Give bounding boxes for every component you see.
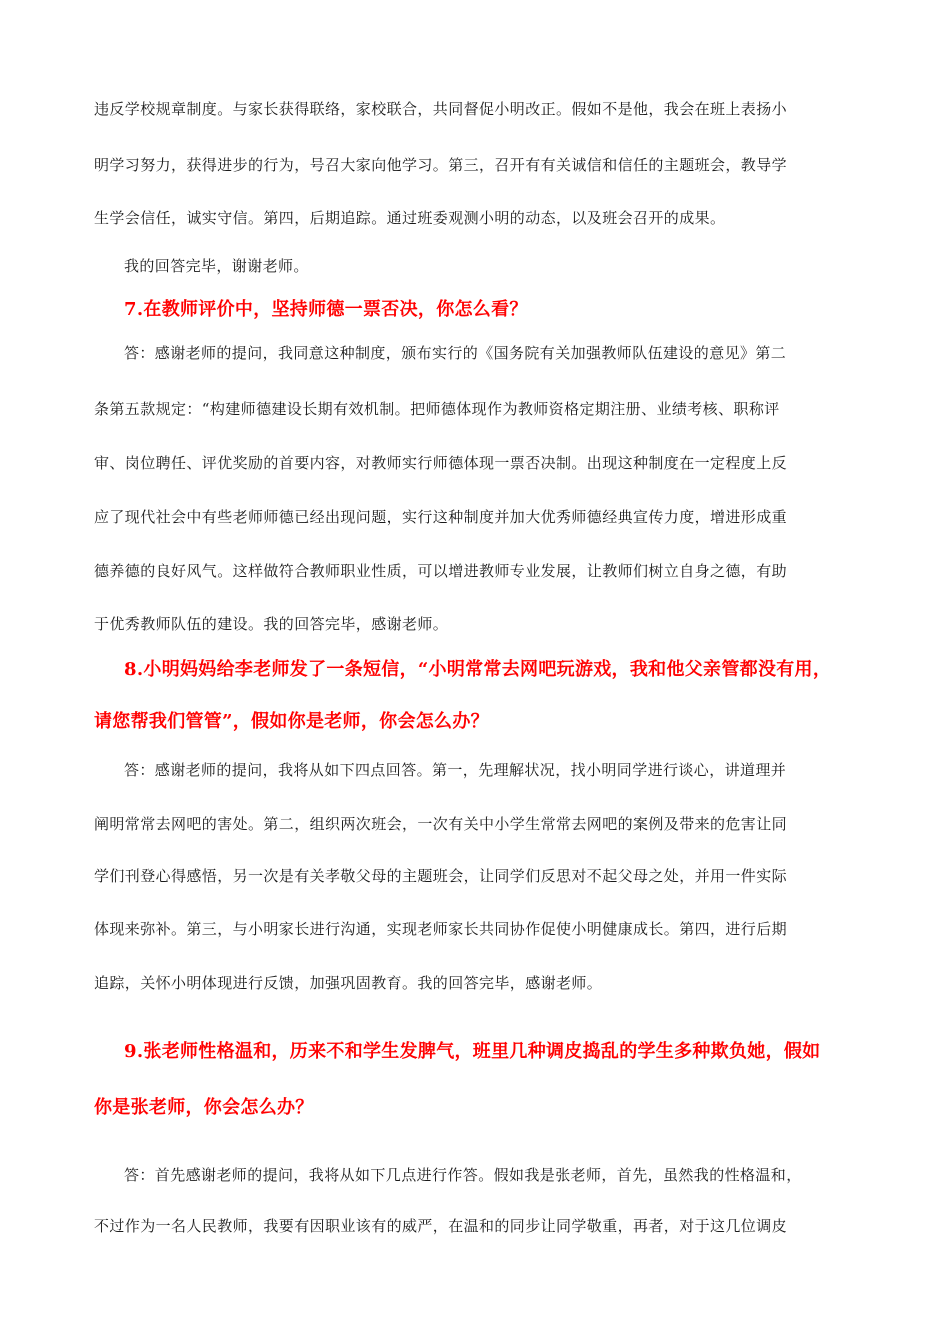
question-heading: 7.在教师评价中，坚持师德一票否决，你怎么看？ (124, 299, 528, 320)
question-heading: 请您帮我们管管”，假如你是老师，你会怎么办？ (94, 711, 489, 732)
paragraph-line: 答：感谢老师的提问，我将从如下四点回答。第一，先理解状况，找小明同学进行谈心，讲道理并 (124, 761, 787, 779)
paragraph-line: 违反学校规章制度。与家长获得联络，家校联合，共同督促小明改正。假如不是他，我会在班上表扬小 (94, 100, 788, 118)
paragraph-line: 条第五款规定：“构建师德建设长期有效机制。把师德体现作为教师资格定期注册、业绩考核、职称评 (94, 400, 780, 418)
question-heading: 你是张老师，你会怎么办？ (94, 1097, 314, 1118)
question-heading: 8.小明妈妈给李老师发了一条短信，“小明常常去网吧玩游戏，我和他父亲管都没有用， (124, 659, 832, 680)
paragraph-line: 生学会信任，诚实守信。第四，后期追踪。通过班委观测小明的动态，以及班会召开的成果。 (94, 209, 726, 227)
paragraph-line: 于优秀教师队伍的建设。我的回答完毕，感谢老师。 (94, 615, 449, 633)
paragraph-line: 德养德的良好风气。这样做符合教师职业性质，可以增进教师专业发展，让教师们树立自身之德，有助 (94, 562, 788, 580)
question-heading: 9.张老师性格温和，历来不和学生发脾气，班里几种调皮捣乱的学生多种欺负她，假如 (124, 1041, 821, 1062)
paragraph-line: 阐明常常去网吧的害处。第二，组织两次班会，一次有关中小学生常常去网吧的案例及带来的危害让同 (94, 815, 788, 833)
paragraph-line: 审、岗位聘任、评优奖励的首要内容，对教师实行师德体现一票否决制。出现这种制度在一定程度上反 (94, 454, 788, 472)
paragraph-line: 明学习努力，获得进步的行为，号召大家向他学习。第三，召开有有关诚信和信任的主题班会，教导学 (94, 156, 788, 174)
paragraph-line: 体现来弥补。第三，与小明家长进行沟通，实现老师家长共同协作促使小明健康成长。第四，进行后期 (94, 920, 788, 938)
paragraph-line: 学们刊登心得感悟，另一次是有关孝敬父母的主题班会，让同学们反思对不起父母之处，并用一件实际 (94, 867, 788, 885)
paragraph-line: 不过作为一名人民教师，我要有因职业该有的威严，在温和的同步让同学敬重，再者，对于这几位调皮 (94, 1217, 788, 1235)
paragraph-line: 答：感谢老师的提问，我同意这种制度，颁布实行的《国务院有关加强教师队伍建设的意见》第二 (124, 344, 787, 362)
paragraph-line: 应了现代社会中有些老师师德已经出现问题，实行这种制度并加大优秀师德经典宣传力度，增进形成重 (94, 508, 788, 526)
paragraph-line: 答：首先感谢老师的提问，我将从如下几点进行作答。假如我是张老师，首先，虽然我的性格温和， (124, 1166, 802, 1184)
paragraph-line: 我的回答完毕，谢谢老师。 (124, 257, 309, 275)
paragraph-line: 追踪，关怀小明体现进行反馈，加强巩固教育。我的回答完毕，感谢老师。 (94, 974, 603, 992)
